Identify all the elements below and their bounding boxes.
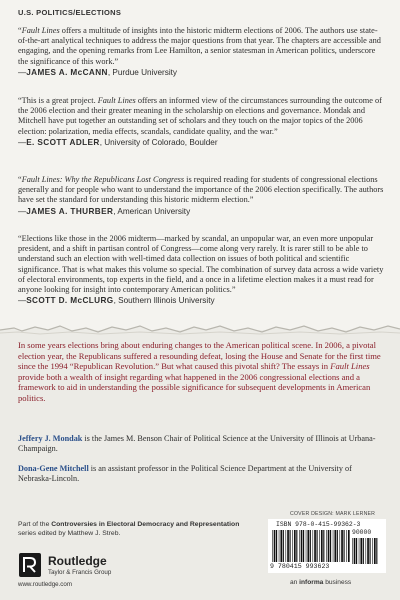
author-bio-2: Dona-Gene Mitchell is an assistant professor in the Political Science Department at the University of Nebraska-Lincoln. <box>18 464 352 484</box>
quote-author: JAMES A. McCANN <box>26 67 108 77</box>
informa-business-note: an informa business <box>290 579 352 586</box>
publisher-block <box>18 552 148 588</box>
book-summary: In some years elections bring about enduring changes to the American political scene. In 2006, a pivotal election year, the Republicans suffered a resounding defeat, losing the House and Senate for the first time since the 1994 “Republican Revolution.” But what caused this pivotal shift? The essays in Fault Lines provide both a wealth of insight regarding what happened in the 2006 congressional elections and a framework to aid in understanding the possible significance for subsequent developments in American politics. <box>18 340 381 403</box>
barcode-bar <box>348 530 350 562</box>
barcode-bar <box>283 530 284 562</box>
book-title: Fault Lines: Why the Republicans Lost Congress <box>21 175 185 184</box>
author-name: Dona-Gene Mitchell <box>18 464 89 473</box>
barcode-bar <box>354 538 356 564</box>
barcode-number: 9 780415 993623 <box>270 563 330 570</box>
publisher-name: Routledge <box>48 554 107 568</box>
barcode-bar <box>314 530 316 562</box>
barcode-block <box>268 519 386 573</box>
endorsement-quote-3 <box>18 175 384 217</box>
barcode-bar <box>360 538 362 564</box>
isbn-text: ISBN 978-0-415-99362-3 <box>276 521 361 528</box>
barcode-bar <box>346 530 347 562</box>
book-title: Fault Lines <box>21 26 60 35</box>
quote-text: “Fault Lines: Why the Republicans Lost Congress is required reading for students of congressional elections generally and for people who want to understand the importance of the 2006 election specifically. The authors have set the standard for understanding this historic midterm election.” <box>18 175 384 205</box>
routledge-logo-icon <box>18 552 42 578</box>
barcode-bar <box>321 530 323 562</box>
cover-design-credit: COVER DESIGN: MARK LERNER <box>290 511 376 517</box>
quote-attribution: —E. SCOTT ADLER, University of Colorado, Boulder <box>18 137 218 147</box>
barcode-bar <box>370 538 371 564</box>
barcode-bar <box>279 530 280 562</box>
endorsement-quote-4 <box>18 234 384 306</box>
quote-author: SCOTT D. McCLURG <box>26 296 114 306</box>
barcode-bar <box>294 530 296 562</box>
barcode-bar <box>372 538 373 564</box>
barcode-bar <box>303 530 304 562</box>
barcode-bar <box>330 530 331 562</box>
quote-author: JAMES A. THURBER <box>26 206 114 216</box>
barcode-bar <box>376 538 377 564</box>
quote-author: E. SCOTT ADLER <box>26 137 100 147</box>
series-name: Controversies in Electoral Democracy and Representation <box>51 521 240 528</box>
barcode-bar <box>319 530 320 562</box>
quote-text: “Elections like those in the 2006 midterm—marked by scandal, an unpopular war, an even more unpopular president, and a shift in partisan control of Congress—come along very rarely. It is rarer still to be able to understand such an election with well-timed data collection on issues of both political and scientific significance. That is what makes this volume so special. The combination of survey data across a wide variety of electoral environments, top experts in the field, and a once in a lifetime election makes it a must read for anyone looking for insight into contemporary American politics.” <box>18 234 384 295</box>
barcode-bar <box>287 530 289 562</box>
endorsement-quote-1 <box>18 26 384 78</box>
barcode-bar <box>286 530 287 562</box>
barcode-bar <box>307 530 309 562</box>
barcode-bar <box>274 530 276 562</box>
barcode-bar <box>341 530 343 562</box>
barcode-bar <box>292 530 293 562</box>
series-note: Part of the Controversies in Electoral Democracy and Representation series edited by Matthew J. Streb. <box>18 521 240 537</box>
barcode-bar <box>344 530 345 562</box>
barcode-bar <box>313 530 314 562</box>
barcode-bar <box>337 530 338 562</box>
barcode-bar <box>328 530 330 562</box>
barcode-bar <box>301 530 303 562</box>
barcode-bar <box>333 530 334 562</box>
barcode-bar <box>367 538 369 564</box>
book-title: Fault Lines <box>330 361 370 372</box>
barcode-bar <box>272 530 273 562</box>
isbn-barcode <box>272 530 350 562</box>
quote-text: “Fault Lines offers a multitude of insights into the historic midterm elections of 2006. The authors use state-of-the-art analytical techniques to address the major questions from that year. The chapters are accessible and engaging, and the opening remarks from Lee Hamilton, a senior statesman in American politics, underscore the significance of this work.” <box>18 26 381 66</box>
barcode-bar <box>280 530 282 562</box>
barcode-bar <box>310 530 311 562</box>
quote-attribution: —JAMES A. THURBER, American University <box>18 206 191 216</box>
quote-attribution: —SCOTT D. McCLURG, Southern Illinois University <box>18 296 215 306</box>
quote-text: “This is a great project. Fault Lines offers an informed view of the circumstances surrounding the outcome of the 2006 election and their greater meaning in the scholarship on elections and governance. Mondak and Mitchell have put together an outstanding set of scholars and they touch on the major topics of the 2006 election: polarization, media effects, scandals, candidate quality, and the war.” <box>18 96 382 136</box>
author-bio-1: Jeffery J. Mondak is the James M. Benson Chair of Political Science at the University of Illinois at Urbana-Champaign. <box>18 434 376 454</box>
barcode-bar <box>296 530 297 562</box>
barcode-bar <box>363 538 364 564</box>
torn-paper-edge <box>0 322 400 342</box>
barcode-bar <box>334 530 336 562</box>
barcode-bar <box>317 530 318 562</box>
author-name: Jeffery J. Mondak <box>18 434 83 443</box>
barcode-bar <box>352 538 353 564</box>
barcode-bar <box>299 530 300 562</box>
category-label: U.S. POLITICS/ELECTIONS <box>18 8 122 17</box>
barcode-bar <box>326 530 327 562</box>
publisher-group: Taylor & Francis Group <box>48 569 112 576</box>
quote-attribution: —JAMES A. McCANN, Purdue University <box>18 67 178 77</box>
endorsement-quote-2 <box>18 96 384 148</box>
barcode-bar <box>306 530 307 562</box>
book-title: Fault Lines <box>97 96 136 105</box>
barcode-bar <box>323 530 324 562</box>
barcode-bar <box>276 530 277 562</box>
price-code: 90000 <box>352 529 372 536</box>
barcode-bar <box>340 530 341 562</box>
barcode-bar <box>366 538 367 564</box>
barcode-bar <box>356 538 357 564</box>
barcode-bar <box>359 538 360 564</box>
barcode-bar <box>290 530 291 562</box>
price-barcode <box>352 538 380 564</box>
publisher-url: www.routledge.com <box>18 581 72 588</box>
barcode-bar <box>374 538 376 564</box>
